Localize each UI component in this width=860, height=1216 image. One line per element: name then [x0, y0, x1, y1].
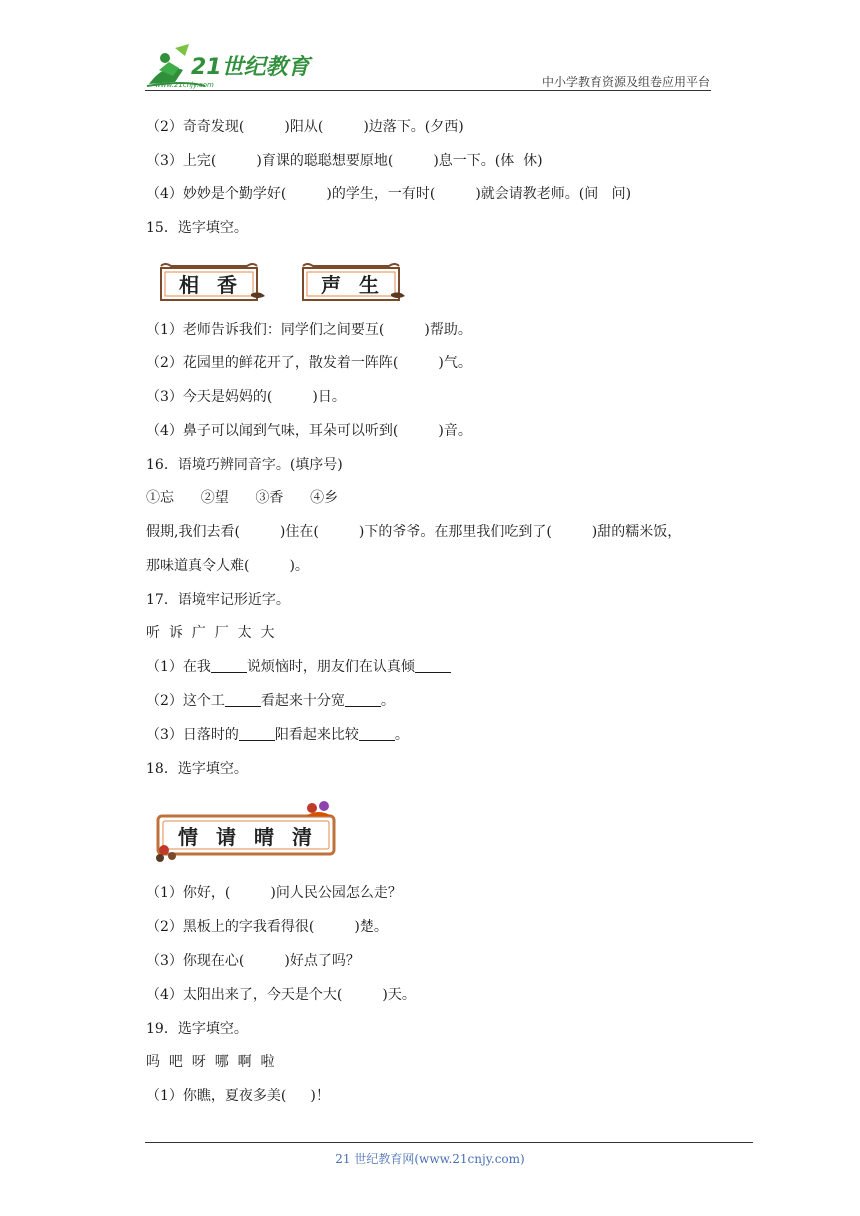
- q18-char-2: 请: [216, 825, 236, 849]
- header-divider: [145, 90, 711, 91]
- q18-item-4: （4）太阳出来了，今天是个大( )天。: [146, 987, 416, 1003]
- q17-item-2: （2）这个工 看起来十分宽 。: [146, 693, 395, 709]
- q18-item-2: （2）黑板上的字我看得很( )楚。: [146, 919, 388, 935]
- q18-item-1: （1）你好，( )问人民公园怎么走？: [146, 885, 402, 901]
- q18-char-3: 晴: [254, 825, 274, 849]
- q16-sentence-1: 假期,我们去看( )住在( )下的爷爷。在那里我们吃到了( )甜的糯米饭，: [146, 524, 682, 540]
- q15-item-4: （4）鼻子可以闻到气味，耳朵可以听到( )音。: [146, 423, 472, 439]
- page-header: [145, 40, 710, 92]
- q16-options: ①忘 ②望 ③香 ④乡: [146, 490, 339, 506]
- q16-sentence-2: 那味道真令人难( )。: [146, 558, 309, 574]
- footer-divider: [145, 1142, 753, 1143]
- q19-words: 吗 吧 呀 哪 啊 啦: [146, 1054, 275, 1070]
- q15-box2-char1: 声: [321, 273, 341, 297]
- q15-char-boxes: [155, 260, 405, 306]
- svg-text:21世纪教育: 21世纪教育: [191, 55, 310, 80]
- q16-title: 16．语境巧辨同音字。(填序号): [146, 457, 343, 473]
- q17-title: 17．语境牢记形近字。: [146, 592, 290, 608]
- header-platform-text: 中小学教育资源及组卷应用平台: [541, 75, 710, 89]
- q18-char-1: 情: [178, 825, 198, 849]
- q18-char-4: 清: [292, 825, 312, 849]
- q15-box-2: [303, 264, 405, 300]
- q15-box-1: [161, 264, 265, 300]
- q14-item-2: （2）奇奇发现( )阳从( )边落下。(夕西): [146, 119, 464, 135]
- q15-item-2: （2）花园里的鲜花开了，散发着一阵阵( )气。: [146, 355, 472, 371]
- q17-item-3: （3）日落时的 阳看起来比较 。: [146, 727, 409, 743]
- q18-title: 18．选字填空。: [146, 761, 248, 777]
- q18-item-3: （3）你现在心( )好点了吗？: [146, 953, 360, 969]
- svg-text:www.21cnjy.com: www.21cnjy.com: [155, 81, 214, 89]
- q15-box1-char2: 香: [217, 273, 237, 297]
- q17-words: 听 诉 广 厂 太 大: [146, 625, 275, 641]
- q15-item-1: （1）老师告诉我们：同学们之间要互( )帮助。: [146, 322, 472, 338]
- logo-icon: [145, 40, 315, 90]
- q15-box2-char2: 生: [359, 273, 379, 297]
- q14-item-4: （4）妙妙是个勤学好( )的学生，一有时( )就会请教老师。(间 问): [146, 186, 632, 202]
- q15-box1-char1: 相: [179, 273, 199, 297]
- footer-link[interactable]: 21 世纪教育网(www.21cnjy.com): [335, 1152, 525, 1166]
- q15-item-3: （3）今天是妈妈的( )日。: [146, 389, 346, 405]
- q14-item-3: （3）上完( )育课的聪聪想要原地( )息一下。(体 休): [146, 153, 543, 169]
- q17-item-1: （1）在我 说烦恼时，朋友们在认真倾: [146, 657, 451, 677]
- q19-title: 19．选字填空。: [146, 1021, 248, 1037]
- q18-char-box: [152, 798, 342, 862]
- q19-item-1: （1）你瞧，夏夜多美( )！: [146, 1088, 330, 1104]
- q15-title: 15．选字填空。: [146, 220, 248, 236]
